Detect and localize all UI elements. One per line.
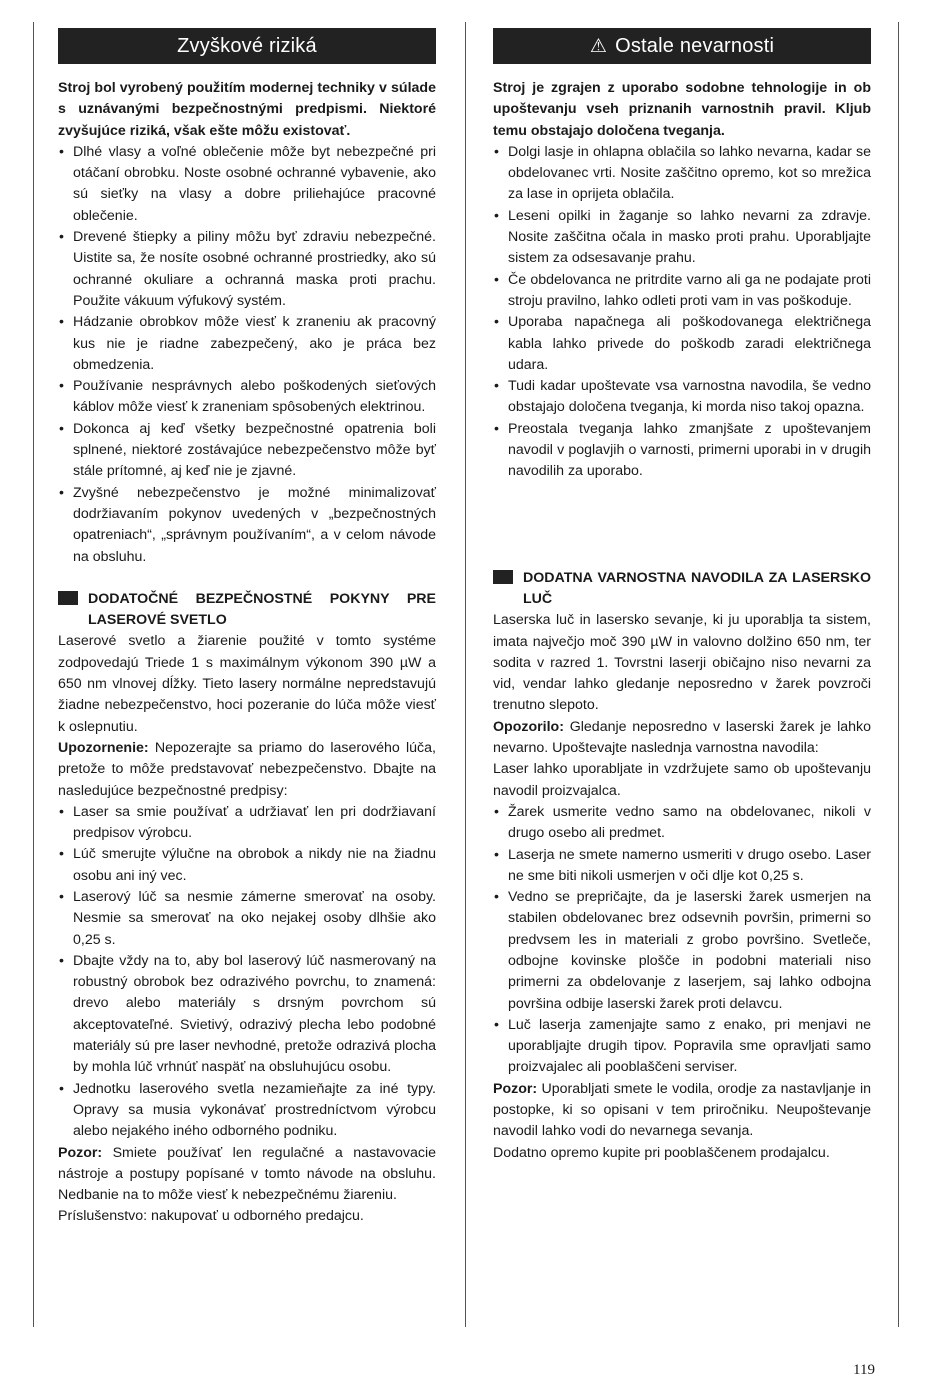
list-item: • Hádzanie obrobkov môže viesť k zraneniu ak pracovný kus nie je riadne zabezpečený, ako je práca bez obmedzenia. [58,312,436,376]
list-item: • Preostala tveganja lahko zmanjšate z upoštevanjem navodil v poglavjih o varnosti, primerni uporabi in v drugih navodilih za uporabo. [493,419,871,483]
list-item: • Če obdelovanca ne pritrdite varno ali ga ne podajate proti stroju pravilno, lahko odleti proti vam in vas poškoduje. [493,270,871,313]
right-laser-paragraph: Laserska luč in lasersko sevanje, ki ju uporablja ta sistem, imata največjo moč 390 µW in valovno dolžino 650 nm, ter sodita v razred 1. Tovrstni laserji običajno niso nevarni za vid, vendar lahko gledanje neposredno v žarek povzroči trenutno slepoto. [493,612,871,714]
list-item: • Dbajte vždy na to, aby bol laserový lúč nasmerovaný na robustný obrobok bez odrazivého povrchu, to znamená: drevo alebo materiály s drsným povrchom sú akceptovateľné. Svietivý, odrazivý plecha lebo podobné materiály sú pre laser nevhodné, pretože odrazivá plocha by mohla lúč vrhnúť naspäť na obsluhujúcu osobu. [58,951,436,1079]
left-caution-paragraph [58,1143,436,1207]
right-column [493,28,871,1164]
right-risk-list [493,142,871,483]
list-item: • Vedno se prepričajte, da je laserski žarek usmerjen na stabilen obdelovanec brez odsevnih površin, primerni so predvsem les in materiali z grobo površino. Svetleče, odbojne kovinske plošče in podobni materiali niso primerni za obdelovanje z laserjem, saj lahko odbojna površina odbije laserski žarek proti delavcu. [493,887,871,1015]
left-title-bar [58,28,436,64]
list-item: • Laser sa smie používať a udržiavať len pri dodržiavaní predpisov výrobcu. [58,802,436,845]
right-margin-rule [898,22,899,1327]
list-item: • Žarek usmerite vedno samo na obdelovanec, nikoli v drugo osebo ali predmet. [493,802,871,845]
left-risk-list [58,142,436,568]
left-margin-rule [33,22,34,1327]
list-item: • Jednotku laserového svetla nezamieňajte za iné typy. Opravy sa musia vykonávať prostredníctvom výrobcu alebo nejakého iného odborného podniku. [58,1079,436,1143]
right-intro: Stroj je zgrajen z uporabo sodobne tehnologije in ob upoštevanju vseh priznanih varnostnih pravil. Kljub temu obstajajo določena tveganja. [493,80,871,139]
list-item: • Dokonca aj keď všetky bezpečnostné opatrenia boli splnené, niektoré zostávajúce nebezpečenstvo môže byť stále prítomné, aj keď nie je zjavné. [58,419,436,483]
warning-icon: ⚠ [589,35,608,57]
left-title: Zvyškové riziká [177,34,317,57]
list-item: • Uporaba napačnega ali poškodovanega električnega kabla lahko privede do poškodb zaradi električnega udara. [493,312,871,376]
right-laser-section-heading [493,568,871,611]
right-caution-text: Uporabljati smete le vodila, orodje za nastavljanje in postopke, ki so opisani v tem priročniku. Neupoštevanje navodil lahko vodi do nevarnega sevanja. [493,1080,871,1140]
left-warning-label: Upozornenie: [58,739,149,756]
right-caution-paragraph [493,1079,871,1143]
right-warning-text: Gledanje neposredno v laserski žarek je lahko nevarno. Upoštevajte naslednja varnostna navodila: [493,718,871,757]
section-marker-icon [58,591,78,605]
list-item: • Drevené štiepky a piliny môžu byť zdraviu nebezpečné. Uistite sa, že nosíte osobné ochranné prostriedky, ako sú ochranné okuliare a ochranná maska proti prachu. Použite vákuum výfukový systém. [58,227,436,312]
right-title: Ostale nevarnosti [615,34,775,57]
left-laser-paragraph: Laserové svetlo a žiarenie použité v tomto systéme zodpovedajú Triede 1 s maximálnym výkonom 390 µW a 650 nm vlnovej dĺžky. Tieto lasery normálne nepredstavujú žiadne nebezpečenstvo, hoci pozeranie do lúča môže viesť k oslepnutiu. [58,633,436,735]
left-laser-list [58,802,436,1143]
right-caution-label: Pozor: [493,1080,538,1097]
list-item: • Laserový lúč sa nesmie zámerne smerovať na osoby. Nesmie sa smerovať na oko nejakej osoby dlhšie ako 0,25 s. [58,887,436,951]
left-laser-section-heading [58,589,436,632]
list-item: • Dlhé vlasy a voľné oblečenie môže byt nebezpečné pri otáčaní obrobku. Noste osobné ochranné vybavenie, ako sú sieťky na vlasy a dobre priliehajúce pracovné oblečenie. [58,142,436,227]
list-item: • Leseni opilki in žaganje so lahko nevarni za zdravje. Nosite zaščitna očala in masko proti prahu. Uporabljajte sistem za odsesavanje prahu. [493,206,871,270]
right-warning-label: Opozorilo: [493,718,564,735]
list-item: • Luč laserja zamenjajte samo z enako, pri menjavi ne uporabljajte drugih tipov. Popravila sme opravljati samo proizvajalec ali pooblaščeni serviser. [493,1015,871,1079]
right-accessories-note: Dodatno opremo kupite pri pooblaščenem prodajalcu. [493,1144,830,1161]
left-caution-text: Smiete používať len regulačné a nastavovacie nástroje a postupy popísané v tomto návode na obsluhu. Nedbanie na to môže viesť k nebezpečnému žiareniu. [58,1144,436,1204]
right-laser-list [493,802,871,1079]
list-item: • Laserja ne smete namerno usmeriti v drugo osebo. Laser ne sme biti nikoli usmerjen v oči dlje kot 0,25 s. [493,845,871,888]
right-laser-section-title: DODATNA VARNOSTNA NAVODILA ZA LASERSKO LUČ [523,569,871,607]
right-warning-paragraph [493,717,871,760]
list-item: • Dolgi lasje in ohlapna oblačila so lahko nevarna, kadar se obdelovanec vrti. Nosite zaščitno opremo, kot so mrežica za lase in oprijeta oblačila. [493,142,871,206]
list-item: • Lúč smerujte výlučne na obrobok a nikdy nie na žiadnu osobu ani iný vec. [58,844,436,887]
left-warning-paragraph [58,738,436,802]
page-number: 119 [853,1362,875,1378]
column-divider-rule [465,22,466,1327]
list-item: • Zvyšné nebezpečenstvo je možné minimalizovať dodržiavaním pokynov uvedených v „bezpečnostných opatreniach“, „správnym používaním“, a v celom návode na obsluhu. [58,483,436,568]
left-accessories-note: Príslušenstvo: nakupovať u odborného predajcu. [58,1208,364,1225]
left-intro: Stroj bol vyrobený použitím modernej techniky v súlade s uznávanými bezpečnostnými predpismi. Niektoré zvyšujúce riziká, však ešte môžu existovať. [58,80,436,139]
left-warning-text: Nepozerajte sa priamo do laserového lúča, pretože to môže predstavovať nebezpečenstvo. Dbajte na nasledujúce bezpečnostné predpisy: [58,739,436,799]
left-caution-label: Pozor: [58,1144,103,1161]
left-column [58,28,436,1228]
list-item: • Používanie nesprávnych alebo poškodených sieťových káblov môže viesť k zraneniam spôsobených elektrinou. [58,376,436,419]
section-marker-icon [493,570,513,584]
right-title-bar [493,28,871,64]
right-warning-paragraph-2: Laser lahko uporabljate in vzdržujete samo ob upoštevanju navodil proizvajalca. [493,761,871,799]
list-item: • Tudi kadar upoštevate vsa varnostna navodila, še vedno obstajajo določena tveganja, ki morda niso takoj opazna. [493,376,871,419]
left-laser-section-title: DODATOČNÉ BEZPEČNOSTNÉ POKYNY PRE LASEROVÉ SVETLO [88,590,436,629]
